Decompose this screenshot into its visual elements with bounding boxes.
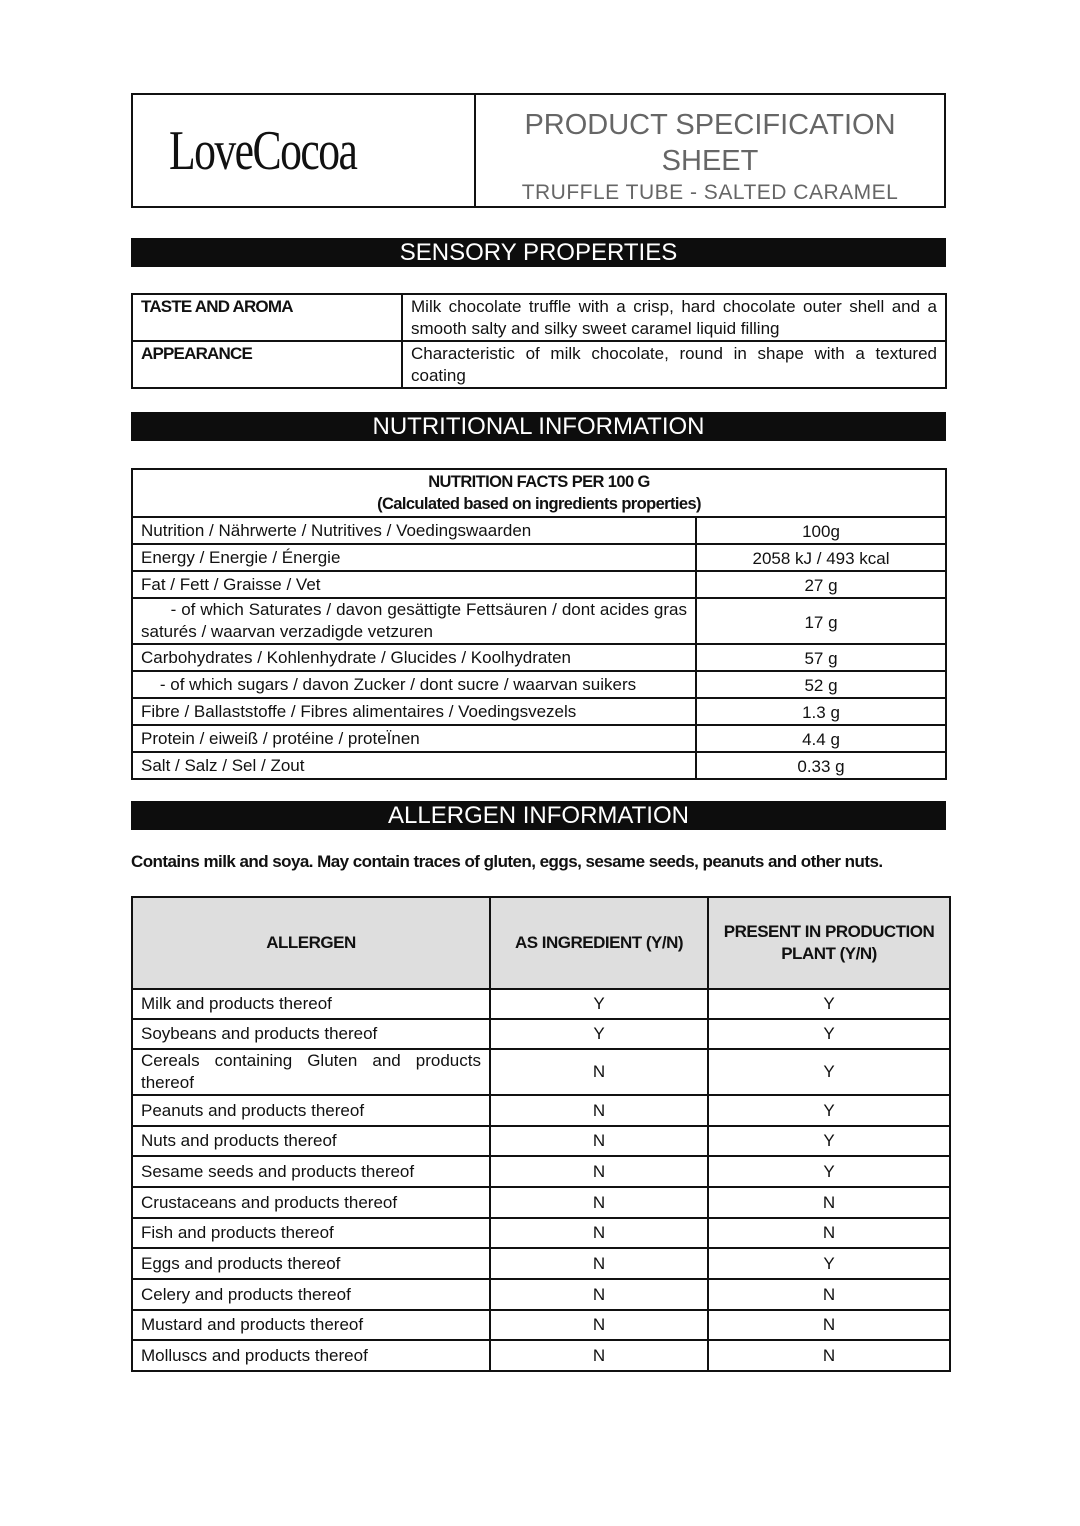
nutrient-value: 17 g <box>696 598 946 644</box>
column-header-allergen: ALLERGEN <box>132 897 490 989</box>
as-ingredient: N <box>490 1218 708 1248</box>
table-row <box>132 1019 950 1049</box>
as-ingredient: N <box>490 1049 708 1095</box>
allergen-name: Nuts and products thereof <box>132 1126 490 1156</box>
in-plant: Y <box>708 1248 950 1279</box>
nutrient-value: 52 g <box>696 671 946 698</box>
table-row <box>132 341 946 388</box>
section-bar-sensory: SENSORY PROPERTIES <box>131 238 946 267</box>
table-row <box>132 989 950 1019</box>
table-row <box>132 725 946 752</box>
nutrition-heading <box>132 469 946 517</box>
nutrient-value: 0.33 g <box>696 752 946 779</box>
section-bar-allergen: ALLERGEN INFORMATION <box>131 801 946 830</box>
column-header-ingredient: AS INGREDIENT (Y/N) <box>490 897 708 989</box>
nutrient-value: 2058 kJ / 493 kcal <box>696 544 946 571</box>
header-box <box>131 93 946 208</box>
as-ingredient: N <box>490 1248 708 1279</box>
in-plant: Y <box>708 1126 950 1156</box>
in-plant: N <box>708 1340 950 1371</box>
in-plant: Y <box>708 1049 950 1095</box>
sensory-label: APPEARANCE <box>132 341 402 388</box>
in-plant: Y <box>708 989 950 1019</box>
nutrient-name: Fibre / Ballaststoffe / Fibres alimentaires / Voedingsvezels <box>132 698 696 725</box>
table-row <box>132 1187 950 1218</box>
allergen-name: Celery and products thereof <box>132 1279 490 1310</box>
sensory-value: Characteristic of milk chocolate, round in shape with a textured coating <box>402 341 946 388</box>
product-name: TRUFFLE TUBE - SALTED CARAMEL <box>521 181 899 204</box>
nutrition-heading-line1: NUTRITION FACTS PER 100 G <box>428 473 650 491</box>
table-row <box>132 752 946 779</box>
allergen-name: Fish and products thereof <box>132 1218 490 1248</box>
nutrient-name: - of which Saturates / davon gesättigte Fettsäuren / dont acides gras saturés / waarvan verzadigde vetzuren <box>132 598 696 644</box>
logo-cell <box>133 95 476 206</box>
allergen-name: Crustaceans and products thereof <box>132 1187 490 1218</box>
nutrient-name: Energy / Energie / Énergie <box>132 544 696 571</box>
title-cell <box>476 95 944 206</box>
nutrient-name: Protein / eiweiß / protéine / proteÏnen <box>132 725 696 752</box>
allergen-name: Sesame seeds and products thereof <box>132 1156 490 1187</box>
in-plant: Y <box>708 1156 950 1187</box>
allergen-name: Molluscs and products thereof <box>132 1340 490 1371</box>
table-row <box>132 1126 950 1156</box>
allergen-name: Eggs and products thereof <box>132 1248 490 1279</box>
table-row <box>132 644 946 671</box>
sensory-value: Milk chocolate truffle with a crisp, hard chocolate outer shell and a smooth salty and silky sweet caramel liquid filling <box>402 294 946 341</box>
table-row <box>132 294 946 341</box>
nutrient-name: Nutrition / Nährwerte / Nutritives / Voedingswaarden <box>132 517 696 544</box>
as-ingredient: N <box>490 1279 708 1310</box>
column-header-plant: PRESENT IN PRODUCTION PLANT (Y/N) <box>708 897 950 989</box>
nutrient-name: Carbohydrates / Kohlenhydrate / Glucides / Koolhydraten <box>132 644 696 671</box>
section-bar-nutrition: NUTRITIONAL INFORMATION <box>131 412 946 441</box>
table-row <box>132 571 946 598</box>
sensory-label: TASTE AND AROMA <box>132 294 402 341</box>
allergen-name: Milk and products thereof <box>132 989 490 1019</box>
table-row <box>132 1248 950 1279</box>
nutrient-value: 57 g <box>696 644 946 671</box>
as-ingredient: N <box>490 1156 708 1187</box>
table-row <box>132 517 946 544</box>
nutrition-heading-line2: (Calculated based on ingredients properties) <box>377 495 701 513</box>
allergen-statement: Contains milk and soya. May contain traces of gluten, eggs, sesame seeds, peanuts and other nuts. <box>131 852 883 871</box>
in-plant: N <box>708 1187 950 1218</box>
table-row <box>132 1310 950 1340</box>
as-ingredient: N <box>490 1095 708 1126</box>
nutrient-name: Fat / Fett / Graisse / Vet <box>132 571 696 598</box>
nutrient-value: 4.4 g <box>696 725 946 752</box>
nutrient-value: 27 g <box>696 571 946 598</box>
as-ingredient: N <box>490 1310 708 1340</box>
nutrient-name: - of which sugars / davon Zucker / dont sucre / waarvan suikers <box>132 671 696 698</box>
table-row <box>132 1156 950 1187</box>
table-header-row <box>132 897 950 989</box>
nutrient-value: 1.3 g <box>696 698 946 725</box>
in-plant: Y <box>708 1095 950 1126</box>
sensory-table <box>131 293 947 389</box>
allergen-name: Mustard and products thereof <box>132 1310 490 1340</box>
table-row <box>132 1218 950 1248</box>
as-ingredient: Y <box>490 1019 708 1049</box>
table-row <box>132 544 946 571</box>
nutrient-value: 100g <box>696 517 946 544</box>
table-row <box>132 1095 950 1126</box>
table-row <box>132 1279 950 1310</box>
allergen-name: Soybeans and products thereof <box>132 1019 490 1049</box>
table-row <box>132 1340 950 1371</box>
table-row <box>132 598 946 644</box>
brand-logo: LoveCocoa <box>169 120 357 182</box>
in-plant: N <box>708 1218 950 1248</box>
page-title: PRODUCT SPECIFICATION SHEET <box>524 109 896 177</box>
allergen-name: Cereals containing Gluten and products thereof <box>132 1049 490 1095</box>
as-ingredient: N <box>490 1340 708 1371</box>
allergen-name: Peanuts and products thereof <box>132 1095 490 1126</box>
as-ingredient: N <box>490 1187 708 1218</box>
in-plant: Y <box>708 1019 950 1049</box>
nutrition-table <box>131 468 947 780</box>
in-plant: N <box>708 1279 950 1310</box>
table-row <box>132 1049 950 1095</box>
allergen-table <box>131 896 951 1372</box>
table-row <box>132 671 946 698</box>
in-plant: N <box>708 1310 950 1340</box>
nutrient-name: Salt / Salz / Sel / Zout <box>132 752 696 779</box>
as-ingredient: N <box>490 1126 708 1156</box>
table-header-row <box>132 469 946 517</box>
as-ingredient: Y <box>490 989 708 1019</box>
table-row <box>132 698 946 725</box>
